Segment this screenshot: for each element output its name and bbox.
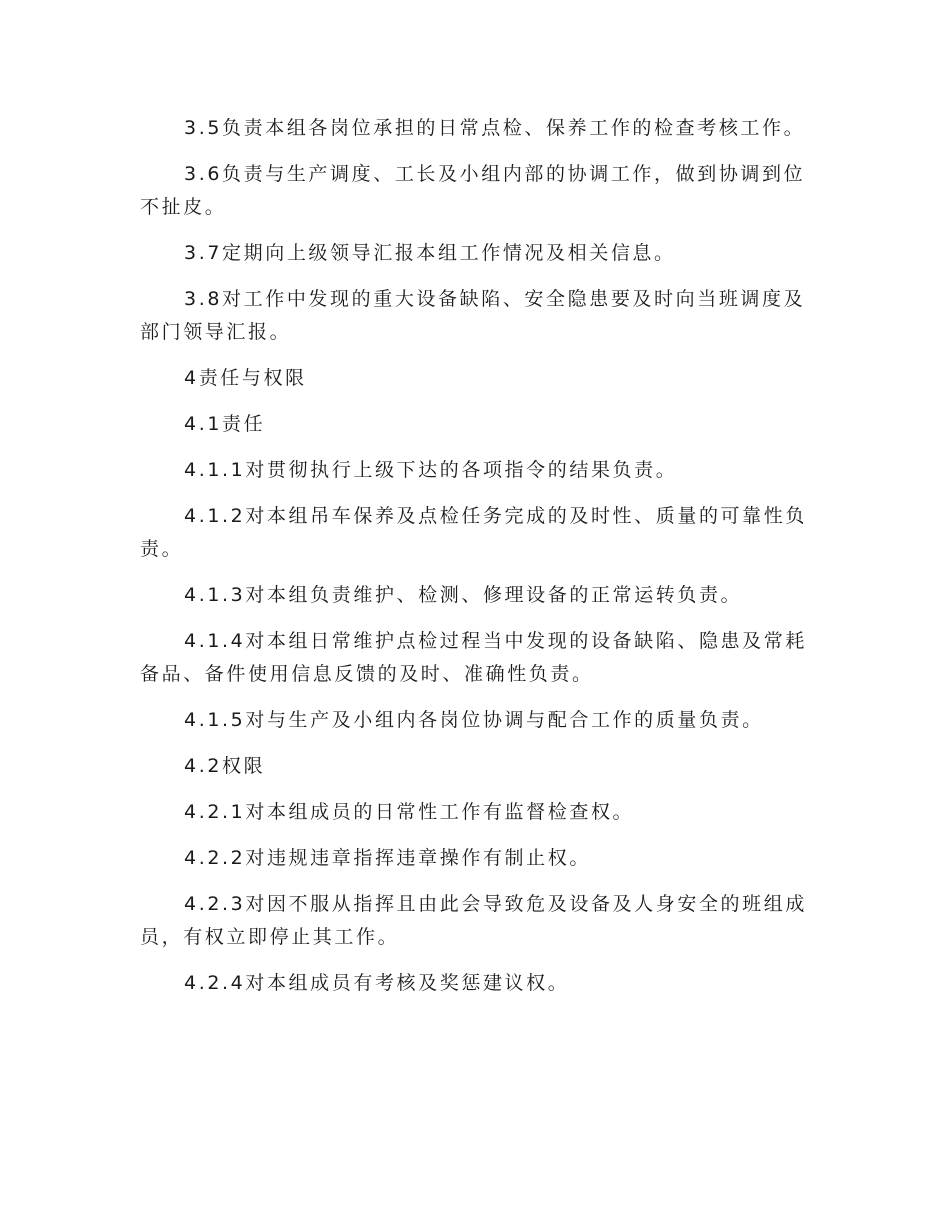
- paragraph-3-5: 3.5负责本组各岗位承担的日常点检、保养工作的检查考核工作。: [184, 117, 806, 139]
- paragraph-4-1-3: 4.1.3对本组负责维护、检测、修理设备的正常运转负责。: [184, 584, 743, 606]
- paragraph-4-2-4: 4.2.4对本组成员有考核及奖惩建议权。: [184, 972, 570, 994]
- subsection-heading-4-2: 4.2权限: [184, 755, 266, 777]
- paragraph-4-1-5: 4.1.5对与生产及小组内各岗位协调与配合工作的质量负责。: [184, 709, 764, 731]
- paragraph-4-1-2: 4.1.2对本组吊车保养及点检任务完成的及时性、质量的可靠性负责。: [140, 505, 807, 560]
- paragraph-4-2-3: 4.2.3对因不服从指挥且由此会导致危及设备及人身安全的班组成员，有权立即停止其工作。: [140, 893, 807, 948]
- paragraph-3-6: 3.6负责与生产调度、工长及小组内部的协调工作，做到协调到位不扯皮。: [140, 163, 806, 218]
- subsection-heading-4-1: 4.1责任: [184, 413, 266, 435]
- paragraph-3-7: 3.7定期向上级领导汇报本组工作情况及相关信息。: [184, 242, 676, 264]
- section-heading-4: 4责任与权限: [184, 367, 307, 389]
- document-body: [140, 112, 812, 1013]
- paragraph-4-2-2: 4.2.2对违规违章指挥违章操作有制止权。: [184, 847, 591, 869]
- paragraph-3-8: 3.8对工作中发现的重大设备缺陷、安全隐患要及时向当班调度及部门领导汇报。: [140, 288, 806, 343]
- paragraph-4-1-4: 4.1.4对本组日常维护点检过程当中发现的设备缺陷、隐患及常耗备品、备件使用信息反馈的及时、准确性负责。: [140, 630, 807, 685]
- paragraph-4-1-1: 4.1.1对贯彻执行上级下达的各项指令的结果负责。: [184, 459, 678, 481]
- paragraph-4-2-1: 4.2.1对本组成员的日常性工作有监督检查权。: [184, 801, 635, 823]
